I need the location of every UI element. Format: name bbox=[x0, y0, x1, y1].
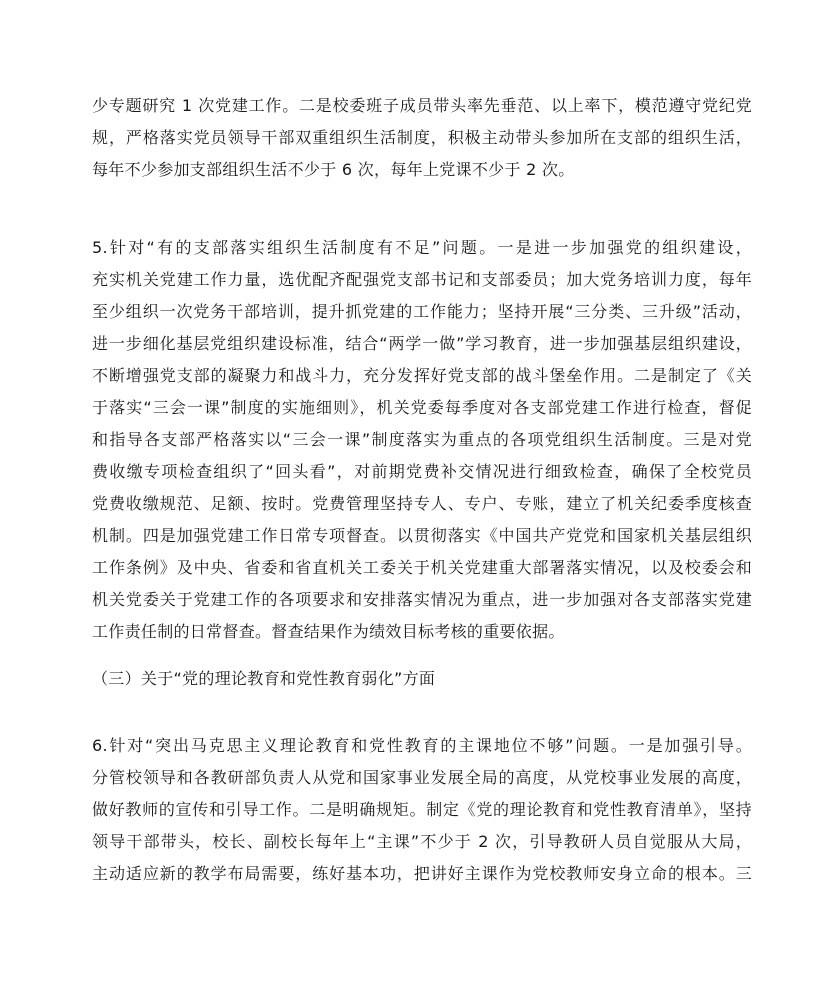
text-line: 和指导各支部严格落实以“三会一课”制度落实为重点的各项党组织生活制度。三是对党 bbox=[92, 430, 752, 449]
text-line: 每年不少参加支部组织生活不少于 6 次，每年上党课不少于 2 次。 bbox=[92, 160, 575, 179]
paragraph-party-building-leadership bbox=[92, 90, 752, 186]
text-line: 党费收缴规范、足额、按时。党费管理坚持专人、专户、专账，建立了机关纪委季度核查 bbox=[92, 494, 752, 513]
text-line: 充实机关党建工作力量，选优配齐配强党支部书记和支部委员；加大党务培训力度，每年 bbox=[92, 270, 752, 289]
text-line: 少专题研究 1 次党建工作。二是校委班子成员带头率先垂范、以上率下，模范遵守党纪党 bbox=[92, 96, 752, 115]
text-line: 至少组织一次党务干部培训，提升抓党建的工作能力；坚持开展“三分类、三升级”活动， bbox=[92, 302, 752, 321]
text-line: 5.针对“有的支部落实组织生活制度有不足”问题。一是进一步加强党的组织建设， bbox=[92, 238, 752, 257]
text-line: 费收缴专项检查组织了“回头看”，对前期党费补交情况进行细致检查，确保了全校党员 bbox=[92, 462, 752, 481]
text-line: 不断增强党支部的凝聚力和战斗力，充分发挥好党支部的战斗堡垒作用。二是制定了《关 bbox=[92, 366, 752, 385]
paragraph-item-5-organizational-life bbox=[92, 232, 752, 648]
paragraph-item-6-theory-education bbox=[92, 730, 752, 890]
text-line: 工作条例》及中央、省委和省直机关工委关于机关党建重大部署落实情况，以及校委会和 bbox=[92, 558, 752, 577]
text-line: 6.针对“突出马克思主义理论教育和党性教育的主课地位不够”问题。一是加强引导。 bbox=[92, 736, 752, 755]
text-line: 做好教师的宣传和引导工作。二是明确规矩。制定《党的理论教育和党性教育清单》，坚持 bbox=[92, 800, 752, 819]
text-line: 规，严格落实党员领导干部双重组织生活制度，积极主动带头参加所在支部的组织生活， bbox=[92, 128, 752, 147]
text-line: 机关党委关于党建工作的各项要求和安排落实情况为重点，进一步加强对各支部落实党建 bbox=[92, 590, 752, 609]
text-line: 领导干部带头，校长、副校长每年上“主课”不少于 2 次，引导教研人员自觉服从大局， bbox=[92, 832, 752, 851]
text-line: 工作责任制的日常督查。督查结果作为绩效目标考核的重要依据。 bbox=[92, 622, 565, 641]
heading-text: （三）关于“党的理论教育和党性教育弱化”方面 bbox=[92, 669, 436, 688]
section-heading-theory-education bbox=[92, 663, 752, 695]
text-line: 机制。四是加强党建工作日常专项督查。以贯彻落实《中国共产党党和国家机关基层组织 bbox=[92, 526, 752, 545]
text-line: 进一步细化基层党组织建设标准，结合“两学一做”学习教育，进一步加强基层组织建设， bbox=[92, 334, 752, 353]
text-line: 于落实“三会一课”制度的实施细则》，机关党委每季度对各支部党建工作进行检查，督促 bbox=[92, 398, 752, 417]
text-line: 分管校领导和各教研部负责人从党和国家事业发展全局的高度，从党校事业发展的高度， bbox=[92, 768, 752, 787]
text-line: 主动适应新的教学布局需要，练好基本功，把讲好主课作为党校教师安身立命的根本。三 bbox=[92, 864, 752, 883]
